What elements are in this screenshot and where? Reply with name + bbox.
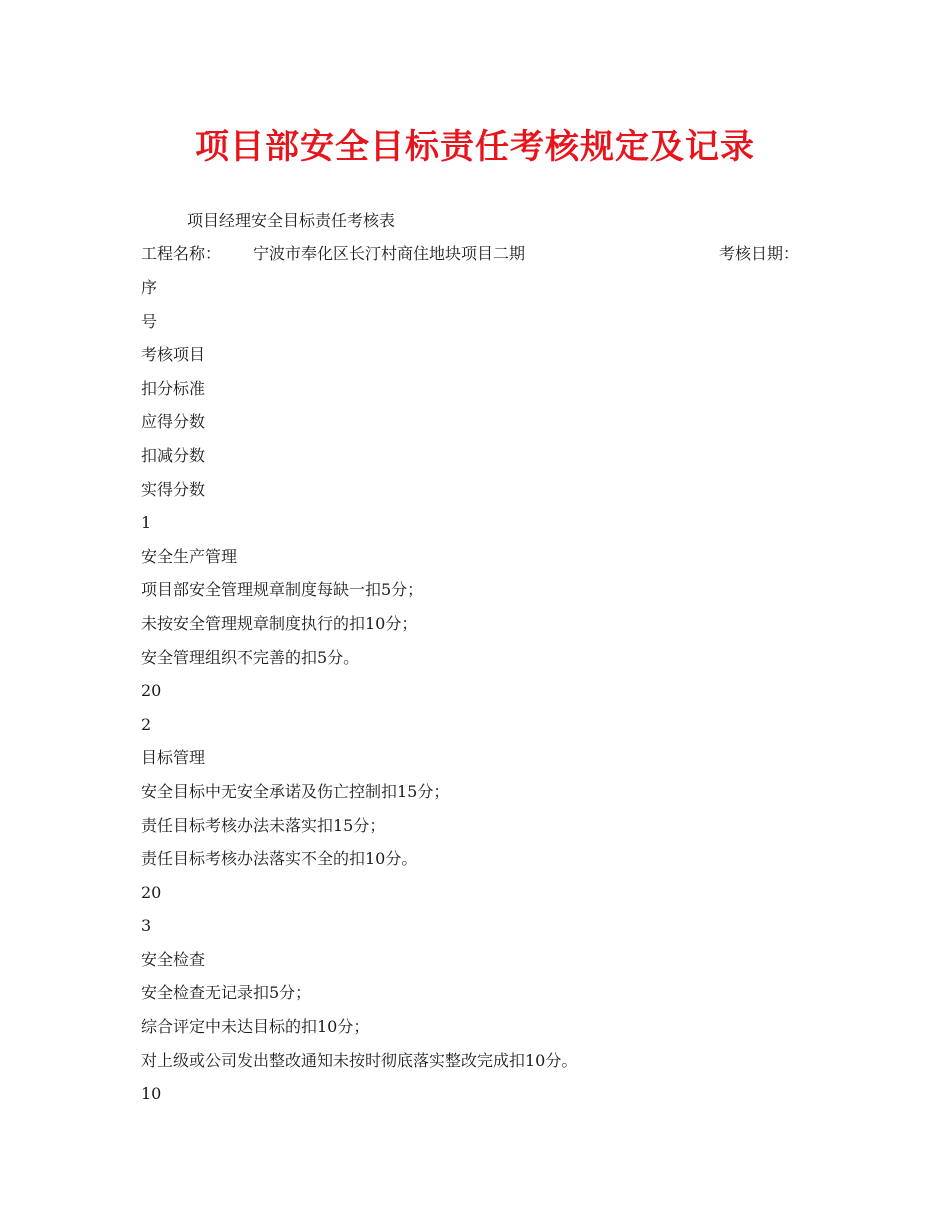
document-line: 安全检查无记录扣5分； (141, 983, 312, 1003)
document-line: 号 (141, 311, 158, 331)
document-line: 安全目标中无安全承诺及伤亡控制扣15分； (141, 781, 450, 801)
document-line: 未按安全管理规章制度执行的扣10分； (141, 613, 418, 633)
document-line: 应得分数 (141, 412, 206, 432)
document-line: 考核项目 (141, 345, 206, 365)
project-info-row (141, 241, 821, 267)
document-line: 20 (141, 681, 162, 701)
document-line: 项目部安全管理规章制度每缺一扣5分； (141, 580, 424, 600)
document-line: 安全生产管理 (141, 546, 238, 566)
document-line: 对上级或公司发出整改通知未按时彻底落实整改完成扣10分。 (141, 1050, 578, 1070)
document-line: 实得分数 (141, 479, 206, 499)
project-name-label: 工程名称： (141, 244, 222, 263)
document-line: 目标管理 (141, 748, 206, 768)
document-line: 序 (141, 278, 158, 297)
document-line: 1 (141, 513, 152, 533)
document-line: 责任目标考核办法未落实扣15分； (141, 815, 386, 835)
document-line: 综合评定中未达目标的扣10分； (141, 1017, 370, 1037)
document-line: 安全管理组织不完善的扣5分。 (141, 647, 360, 667)
document-lines (141, 275, 841, 1115)
assessment-date-label: 考核日期： (719, 244, 800, 263)
document-line: 安全检查 (141, 949, 206, 969)
document-line: 20 (141, 882, 162, 902)
document-line: 2 (141, 714, 152, 734)
document-line: 责任目标考核办法落实不全的扣10分。 (141, 849, 418, 869)
document-line: 扣分标准 (141, 378, 206, 398)
document-line: 10 (141, 1084, 162, 1104)
document-line: 3 (141, 916, 152, 936)
document-line: 扣减分数 (141, 445, 206, 465)
document-title: 项目部安全目标责任考核规定及记录 (195, 127, 755, 167)
project-name-value: 宁波市奉化区长汀村商住地块项目二期 (253, 244, 526, 263)
table-subtitle: 项目经理安全目标责任考核表 (187, 211, 396, 230)
